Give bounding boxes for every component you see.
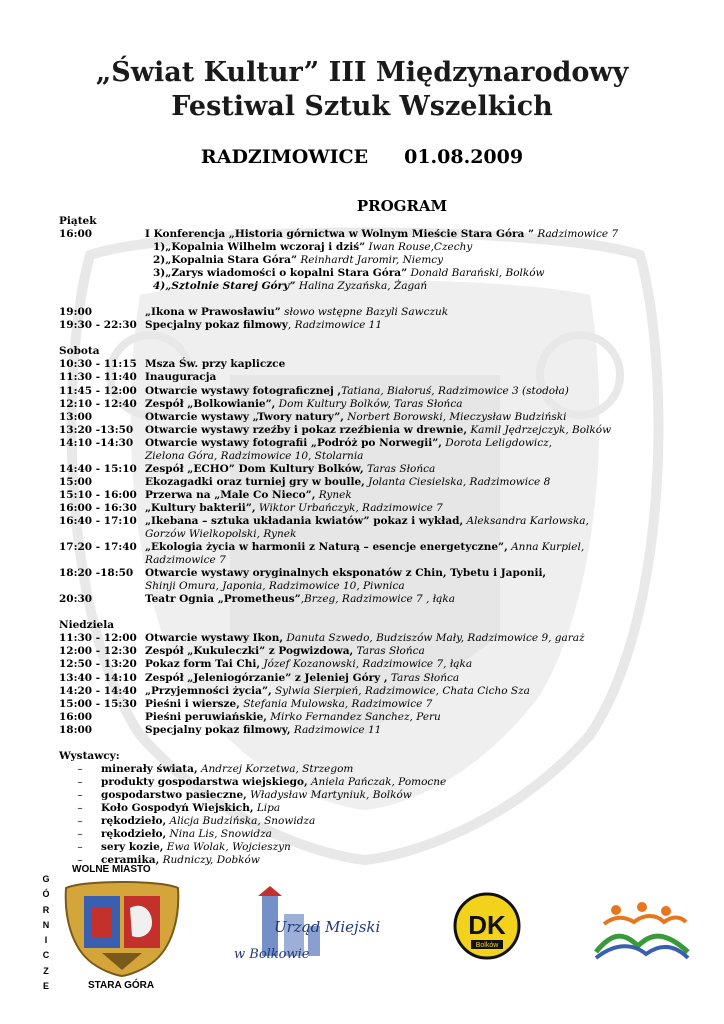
exhibitor-title: gospodarstwo pasieczne, (101, 788, 247, 801)
dk-text: DK (468, 910, 506, 940)
row-info: Norbert Borowski, Mieczysław Budziński (343, 410, 567, 423)
exhibitor-title: rękodzieło, (101, 828, 167, 841)
program-heading: PROGRAM (356, 197, 448, 215)
wolne-miasto-label: WOLNE MIASTO (72, 864, 151, 875)
schedule-row (59, 658, 679, 671)
row-time: 11:30 - 12:00 (59, 632, 137, 645)
exhibitor-info: Andrzej Korzetwa, Strzegom (197, 762, 354, 775)
row-info: Radzimowice 7 (534, 228, 619, 241)
urzad-line-1: Urząd Miejski (274, 918, 381, 936)
row-info: Danuta Szwedo, Budziszów Mały, Radzimowice 9, garaż (283, 632, 585, 645)
row-info: Shinji Omura, Japonia, Radzimowice 10, Piwnica (145, 580, 405, 593)
row-time: 15:10 - 16:00 (59, 488, 137, 501)
row-time: 14:20 - 14:40 (59, 684, 137, 697)
exhibitor-info: Ewa Wolak, Wojcieszyn (163, 841, 291, 854)
schedule-row (59, 685, 679, 698)
schedule-row-continuation (59, 580, 679, 593)
schedule-row (59, 411, 679, 424)
row-info: Radzimowice 11 (290, 723, 382, 736)
list-dash: – (77, 828, 83, 841)
schedule-row (59, 645, 679, 658)
schedule-row (59, 698, 679, 711)
list-dash: – (77, 801, 83, 814)
schedule-row (59, 489, 679, 502)
schedule-row (59, 424, 679, 437)
schedule-row (59, 476, 679, 489)
schedule-row (59, 672, 679, 685)
coat-of-arms-logo (62, 878, 182, 978)
exhibitor-item (59, 854, 679, 867)
row-title: Otwarcie wystawy Ikon, (145, 632, 284, 645)
schedule-row (59, 398, 679, 411)
day-heading-sunday: Niedziela (59, 619, 115, 632)
row-title: Przerwa na „Male Co Nieco”, (145, 488, 316, 501)
schedule (59, 215, 679, 867)
row-time: 14:40 - 15:10 (59, 462, 137, 475)
row-info: Dom Kultury Bolków, Taras Słońca (275, 397, 463, 410)
row-time: 12:50 - 13:20 (59, 658, 137, 671)
exhibitor-title: rękodzieło, (101, 814, 167, 827)
row-time: 19:30 - 22:30 (59, 319, 137, 332)
row-time: 13:00 (59, 410, 93, 423)
event-place: RADZIMOWICE (200, 146, 369, 168)
row-title: Otwarcie wystawy rzeźby i pokaz rzeźbienia w drewnie, (145, 423, 467, 436)
exhibitor-item (59, 802, 679, 815)
row-title: Pieśni peruwiańskie, (145, 710, 267, 723)
exhibitor-title: ceramika, (101, 854, 160, 867)
gornicze-letter: R (42, 904, 50, 915)
row-time: 16:00 (59, 228, 93, 241)
row-info: Taras Słońca (353, 645, 425, 658)
row-info: Taras Słońca (387, 671, 460, 684)
schedule-row (59, 228, 679, 241)
row-title: Specjalny pokaz filmowy, (145, 723, 291, 736)
row-time: 18:20 -18:50 (59, 567, 134, 580)
schedule-row (59, 502, 679, 515)
schedule-row: 19:30 - 22:30 Specjalny pokaz filmowy, Radzimowice 11 (59, 319, 383, 332)
schedule-row: 19:00 „Ikona w Prawosławiu” słowo wstępne Bazyli Sawczuk (59, 306, 449, 319)
exhibitor-item (59, 841, 679, 854)
row-title: Zespół „Kukuleczki” z Pogwizdowa, (145, 645, 354, 658)
row-title: Ekozagadki oraz turniej gry w boulle, (145, 475, 365, 488)
exhibitor-info: Aniela Pańczak, Pomocne (307, 775, 447, 788)
row-info: Radzimowice 7 (145, 554, 226, 567)
exhibitor-info: Władysław Martyniuk, Bolków (246, 788, 412, 801)
row-info: Zielona Góra, Radzimowice 10, Stolarnia (145, 449, 364, 462)
dk-bolkow-logo (453, 892, 521, 960)
row-time: 18:00 (59, 723, 93, 736)
row-info: Stefania Mulowska, Radzimowice 7 (239, 697, 433, 710)
row-info: Józef Kozanowski, Radzimowice 7, łąka (260, 658, 473, 671)
row-title: Otwarcie wystawy oryginalnych eksponatów z Chin, Tybetu i Japonii, (145, 567, 547, 580)
row-info: Kamil Jędrzejczyk, Bolków (467, 423, 612, 436)
row-info: Anna Kurpiel, (507, 541, 585, 554)
event-date: 01.08.2009 (404, 146, 524, 168)
title-line-2: Festiwal Sztuk Wszelkich (171, 91, 553, 122)
exhibitor-info: Nina Lis, Snowidza (166, 828, 272, 841)
exhibitor-item (59, 763, 679, 776)
row-info: Sylwia Sierpień, Radzimowice, Chata Cicho Sza (271, 684, 530, 697)
stara-gora-label: STARA GÓRA (88, 980, 155, 991)
row-time: 19:00 (59, 306, 93, 319)
row-info: ,Brzeg, Radzimowice 7 , łąka (300, 593, 455, 606)
row-title: Msza Św. przy kapliczce (145, 358, 286, 371)
row-title: „Ikebana – sztuka układania kwiatów” pokaz i wykład, (145, 514, 464, 527)
row-time: 16:40 - 17:10 (59, 514, 137, 527)
lecture-item: 2)„Kopalnia Stara Góra” Reinhardt Jaromir, Niemcy (153, 254, 444, 267)
gornicze-letter: Z (43, 965, 49, 976)
exhibitors-heading: Wystawcy: (59, 749, 120, 762)
row-time: 20:30 (59, 593, 93, 606)
row-info: Jolanta Ciesielska, Radzimowice 8 (364, 475, 551, 488)
exhibitor-title: produkty gospodarstwa wiejskiego, (101, 775, 308, 788)
row-title: Zespół „Bolkowianie”, (145, 397, 276, 410)
schedule-row (59, 515, 679, 528)
schedule-row (59, 541, 679, 554)
title-line-1: „Świat Kultur” III Międzynarodowy (95, 57, 629, 88)
row-time: 15:00 (59, 475, 93, 488)
exhibitor-info: Lipa (253, 801, 281, 814)
row-time: 13:40 - 14:10 (59, 671, 137, 684)
row-time: 16:00 (59, 710, 93, 723)
row-title: „Ekologia życia w harmonii z Naturą – esencje energetyczne”, (145, 541, 508, 554)
schedule-row-continuation (59, 450, 679, 463)
schedule-row (59, 437, 679, 450)
row-title: „Przyjemności życia”, (145, 684, 272, 697)
row-time: 11:30 - 11:40 (59, 371, 137, 384)
gornicze-letter: E (42, 981, 49, 992)
schedule-row (59, 724, 679, 737)
row-title: Pieśni i wiersze, (145, 697, 240, 710)
schedule-row (59, 711, 679, 724)
exhibitor-info: Rudniczy, Dobków (159, 854, 260, 867)
exhibitor-title: Koło Gospodyń Wiejskich, (101, 801, 254, 814)
exhibitor-item (59, 776, 679, 789)
row-title: I Konferencja „Historia górnictwa w Wolnym Mieście Stara Góra ” (145, 228, 535, 241)
row-info: Rynek (315, 488, 352, 501)
list-dash: – (77, 775, 83, 788)
exhibitor-title: sery kozie, (101, 841, 164, 854)
row-title: Teatr Ognia „Prometheus” (145, 593, 301, 606)
exhibitor-item (59, 789, 679, 802)
row-time: 12:00 - 12:30 (59, 645, 137, 658)
day-heading-saturday: Sobota (59, 345, 100, 358)
gornicze-letter: C (42, 950, 50, 961)
row-info: Mirko Fernandez Sanchez, Peru (266, 710, 441, 723)
row-title: Inauguracja (145, 371, 217, 384)
row-title: Zespół „ECHO” Dom Kultury Bolków, (145, 462, 364, 475)
list-dash: – (77, 788, 83, 801)
row-title: Otwarcie wystawy „Twory natury”, (145, 410, 344, 423)
row-title: Otwarcie wystawy fotograficznej , (145, 384, 342, 397)
row-title: Otwarcie wystawy fotografii „Podróż po Norwegii”, (145, 436, 442, 449)
day-heading-friday: Piątek (59, 215, 97, 227)
row-time: 15:00 - 15:30 (59, 697, 137, 710)
row-info: Gorzów Wielkopolski, Rynek (145, 528, 297, 541)
schedule-row (59, 371, 679, 384)
urzad-miejski-logo (228, 886, 381, 970)
row-time: 13:20 -13:50 (59, 423, 134, 436)
lecture-item: 4)„Sztolnie Starej Góry” Halina Zyzańska, Żagań (153, 280, 428, 293)
dk-sub: Bolków (475, 942, 499, 949)
urzad-line-2: w Bolkowie (234, 947, 310, 962)
gornicze-letter: I (44, 935, 48, 946)
gornicze-letter: G (42, 874, 50, 884)
schedule-row (59, 567, 679, 580)
row-time: 12:10 - 12:40 (59, 397, 137, 410)
schedule-row (59, 385, 679, 398)
row-info: Dorota Leligdowicz, (441, 436, 552, 449)
list-dash: – (77, 814, 83, 827)
row-time: 11:45 - 12:00 (59, 384, 137, 397)
schedule-row (59, 632, 679, 645)
list-dash: – (77, 854, 83, 867)
exhibitor-item (59, 815, 679, 828)
schedule-row-continuation (59, 554, 679, 567)
exhibitor-info: Alicja Budzińska, Snowidza (166, 814, 316, 827)
row-time: 16:00 - 16:30 (59, 501, 137, 514)
row-info: Aleksandra Karlowska, (463, 514, 589, 527)
exhibitor-title: minerały świata, (101, 762, 198, 775)
row-title: „Kultury bakterii”, (145, 501, 256, 514)
mountains-figures-logo (594, 902, 690, 960)
place-date-line (0, 146, 724, 168)
row-title: Pokaz form Tai Chi, (145, 658, 261, 671)
schedule-row (59, 463, 679, 476)
gornicze-letter: N (42, 919, 50, 930)
row-info: Taras Słońca (363, 462, 436, 475)
gornicze-vertical-text (40, 872, 52, 994)
row-info: Wiktor Urbańczyk, Radzimowice 7 (255, 501, 443, 514)
schedule-row (59, 358, 679, 371)
lecture-item: 3)„Zarys wiadomości o kopalni Stara Góra” Donald Barański, Bolków (153, 267, 545, 280)
row-time: 14:10 -14:30 (59, 436, 134, 449)
lecture-item: 1)„Kopalnia Wilhelm wczoraj i dziś” Iwan Rouse,Czechy (153, 241, 473, 254)
list-dash: – (77, 841, 83, 854)
exhibitor-item (59, 828, 679, 841)
row-title: Zespół „Jeleniogórzanie” z Jeleniej Góry , (145, 671, 388, 684)
row-time: 10:30 - 11:15 (59, 358, 137, 371)
schedule-row (59, 593, 679, 606)
schedule-row-continuation (59, 528, 679, 541)
list-dash: – (77, 762, 83, 775)
row-info: Tatiana, Białoruś, Radzimowice 3 (stodoła) (341, 384, 569, 397)
gornicze-letter: Ó (42, 889, 50, 900)
row-time: 17:20 - 17:40 (59, 541, 137, 554)
